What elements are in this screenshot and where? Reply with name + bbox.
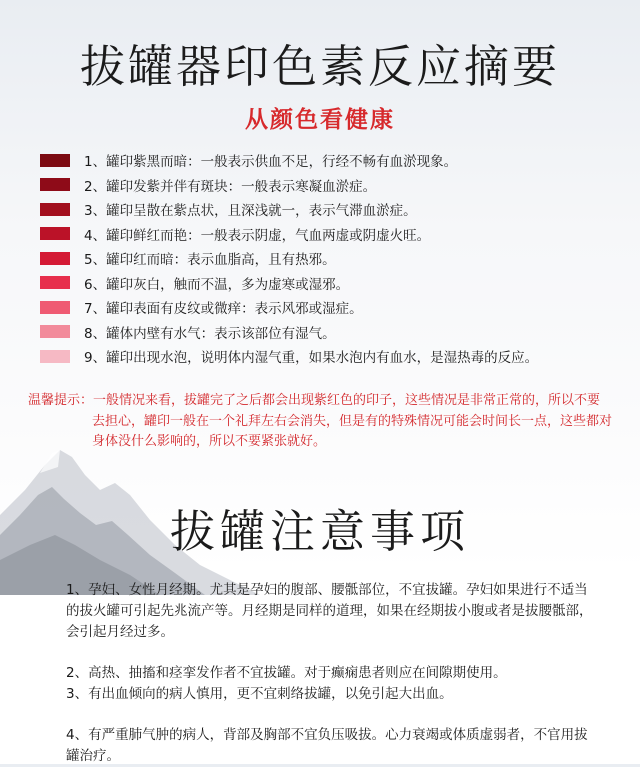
color-swatch [40, 325, 70, 338]
list-item [40, 197, 610, 222]
color-swatch [40, 154, 70, 167]
precaution-item: 3、有出血倾向的病人慎用，更不宜刺络拔罐，以免引起大出血。 [66, 686, 453, 702]
list-item [40, 246, 610, 271]
list-item-text: 9、罐印出现水泡，说明体内湿气重，如果水泡内有血水，是湿热毒的反应。 [84, 350, 539, 367]
color-swatch [40, 301, 70, 314]
page-subtitle: 从颜色看健康 [245, 107, 395, 133]
list-item-text: 8、罐体内壁有水气：表示该部位有湿气。 [84, 325, 336, 342]
list-item [40, 271, 610, 296]
color-swatch [40, 276, 70, 289]
list-item-text: 7、罐印表面有皮纹或微痒：表示风邪或湿症。 [84, 301, 363, 318]
list-item-text: 5、罐印红而暗：表示血脂高，且有热邪。 [84, 252, 336, 269]
cupping-color-list [40, 148, 610, 369]
tip-label: 温馨提示： [28, 393, 94, 408]
list-item [40, 320, 610, 345]
list-item-text: 4、罐印鲜红而艳：一般表示阴虚，气血两虚或阴虚火旺。 [84, 227, 431, 244]
list-item [40, 148, 610, 173]
color-swatch [40, 350, 70, 363]
list-item-text: 2、罐印发紫并伴有斑块：一般表示寒凝血淤症。 [84, 178, 377, 195]
precautions-list [66, 580, 596, 767]
color-swatch [40, 178, 70, 191]
tip-body: 一般情况来看，拔罐完了之后都会出现紫红色的印子，这些情况是非常正常的，所以不要去担心，罐印一般在一个礼拜左右会消失，但是有的特殊情况可能会时间长一点，这些都对身体没什么影响的，所以不要紧张就好。 [92, 393, 613, 449]
list-item [40, 295, 610, 320]
list-item-text: 6、罐印灰白，触而不温，多为虚寒或湿邪。 [84, 276, 350, 293]
list-item-text: 1、罐印紫黑而暗：一般表示供血不足，行经不畅有血淤现象。 [84, 154, 458, 171]
list-item [40, 222, 610, 247]
list-item [40, 173, 610, 198]
list-item [40, 344, 610, 369]
color-swatch [40, 227, 70, 240]
page-title: 拔罐器印色素反应摘要 [79, 40, 560, 93]
warm-tip [28, 391, 612, 453]
color-swatch [40, 203, 70, 216]
color-swatch [40, 252, 70, 265]
precaution-item: 4、有严重肺气肿的病人，背部及胸部不宜负压吸拔。心力衰竭或体质虚弱者，不官用拔罐治疗。 [66, 727, 588, 764]
precaution-item: 2、高热、抽搐和痉挛发作者不宜拔罐。对于癫痫患者则应在间隙期使用。 [66, 665, 507, 681]
precaution-item: 1、孕妇、女性月经期。尤其是孕妇的腹部、腰骶部位，不宜拔罐。孕妇如果进行不适当的拔火罐可引起先兆流产等。月经期是同样的道理，如果在经期拔小腹或者是拔腰骶部，会引起月经过多。 [66, 582, 593, 640]
section-title: 拔罐注意事项 [169, 505, 470, 558]
list-item-text: 3、罐印呈散在紫点状，且深浅就一，表示气滞血淤症。 [84, 203, 417, 220]
